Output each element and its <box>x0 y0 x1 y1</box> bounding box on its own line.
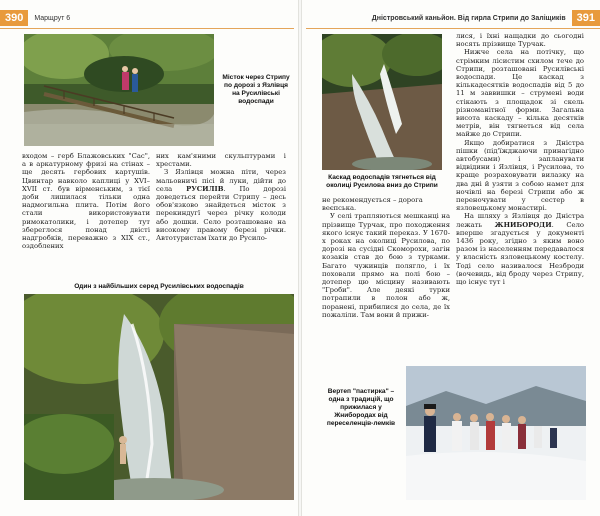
paragraph-route: Якщо добиратися з Дністра пішки (під'їжджаючи принагідно автобусами) і запланувати відвідини і Язлівця, і Русилова, то краще розраховувати вилазку на два дні й узяти з собою намет для ночівлі на березі Стрипи або ж переночувати у сестер в язловецькому монастирі. <box>456 138 584 213</box>
paragraph: лися, і їхні нащадки до сьогодні носять прізвище Турчак. <box>456 32 584 49</box>
left-column-1 <box>22 152 150 250</box>
left-page <box>0 0 298 516</box>
left-column-2 <box>156 152 286 242</box>
page-number-left: 390 <box>0 10 28 26</box>
section-title-right: Дністровський каньйон. Від гирла Стрипи до Заліщиків <box>371 14 566 22</box>
right-column-1 <box>322 196 450 319</box>
paragraph-waterfalls: Нижче села на потічку, що стрімким лісистим схилом тече до Стрипи, розташовані Русилівські водоспади. Це каскад з кількадесятків водоспадів від 5 до 11 м заввишки – струмені води стікають з площадок зі скель різноманітної форми. Загальна висота каскаду – кілька десятків метрів, він тягнеться від села майже до Стрипи. <box>456 48 584 139</box>
paragraph: не рекомендується – дорога <box>322 196 423 204</box>
paragraph: них кам'яними скульптурами і хрестами. <box>156 152 286 169</box>
paragraph-rusyliv: З Язлівця можна піти, через мальовничі пісі й луки, дійти до села РУСИЛІВ. По дорозі доведеться перейти Стрипу – десь обов'язково знайдеться місток з перекиндугї через річку колоди або дошки. Село розташоване на високому правому березі річки. Автотуристам їхати до Русило- <box>156 168 286 243</box>
right-header <box>306 8 600 29</box>
place-name: ЖНИБОРОДИ <box>494 220 552 229</box>
cascade-photo <box>322 34 442 170</box>
paragraph: веєпська. <box>322 204 357 213</box>
vertep-photo <box>406 366 586 500</box>
waterfall-caption: Один з найбільших серед Русилівських водоспадів <box>74 283 244 290</box>
paragraph: входом – герб Блажовських "Сас", а в аркатурному фризі на стінах – ще десять гербових картушів. Цвинтар навколо каплиці у XVI–XVII ст. був вірменським, з тієї доби лишилася тільки одна надмогильна плита. Потім його стали використовувати римокатолики, і дотепер тут збереглося понад двісті надгробків, переважно з XIX ст., оздоблених <box>22 152 150 251</box>
right-column-2 <box>456 32 584 286</box>
paragraph-turchak: У селі трапляються мешканці на прізвище Турчак, про походження якого існує такий переказ. У 1670-х роках на околиці Русилова, по дорозі на сусідні Скоморохи, загін козаків став до бою з турками. Багато чужинців полягло, і їх поховали прямо на полі бою – дотепер цю місцину називають "Гроби". Але деякі турки потрапили в полон або ж, поранені, прибилися до села, де їх пожаліли. Там вони й прижи- <box>322 212 450 319</box>
cascade-caption: Каскад водоспадів тягнеться від околиці Русилова вниз до Стрипи <box>326 174 438 189</box>
waterfall-photo <box>24 294 294 500</box>
footbridge-photo <box>24 34 214 146</box>
vertep-caption: Вертеп "пастирка" – одна з традицій, що прижилася у Жнибородах від переселенців-лемків <box>326 388 396 427</box>
page-number-right: 391 <box>572 10 600 26</box>
footbridge-caption: Місток через Стрипу по дорозі з Язлівця на Русилівські водоспади <box>222 74 290 105</box>
section-title-left: Марщрут 6 <box>34 14 71 22</box>
place-name: РУСИЛІВ <box>186 184 224 193</box>
paragraph-zhnyborody: На шляху з Язлівця до Дністра лежать ЖНИБОРОДИ. Село вперше згадується у документі 1436 року, згідно з яким воно разом із населенням передавалося у власність язловецькому костелу. Тоді село називалося Незброди (вочевидь, від броду через Стрипу, що існує тут і <box>456 212 584 287</box>
right-page <box>302 0 600 516</box>
left-header <box>0 8 294 29</box>
